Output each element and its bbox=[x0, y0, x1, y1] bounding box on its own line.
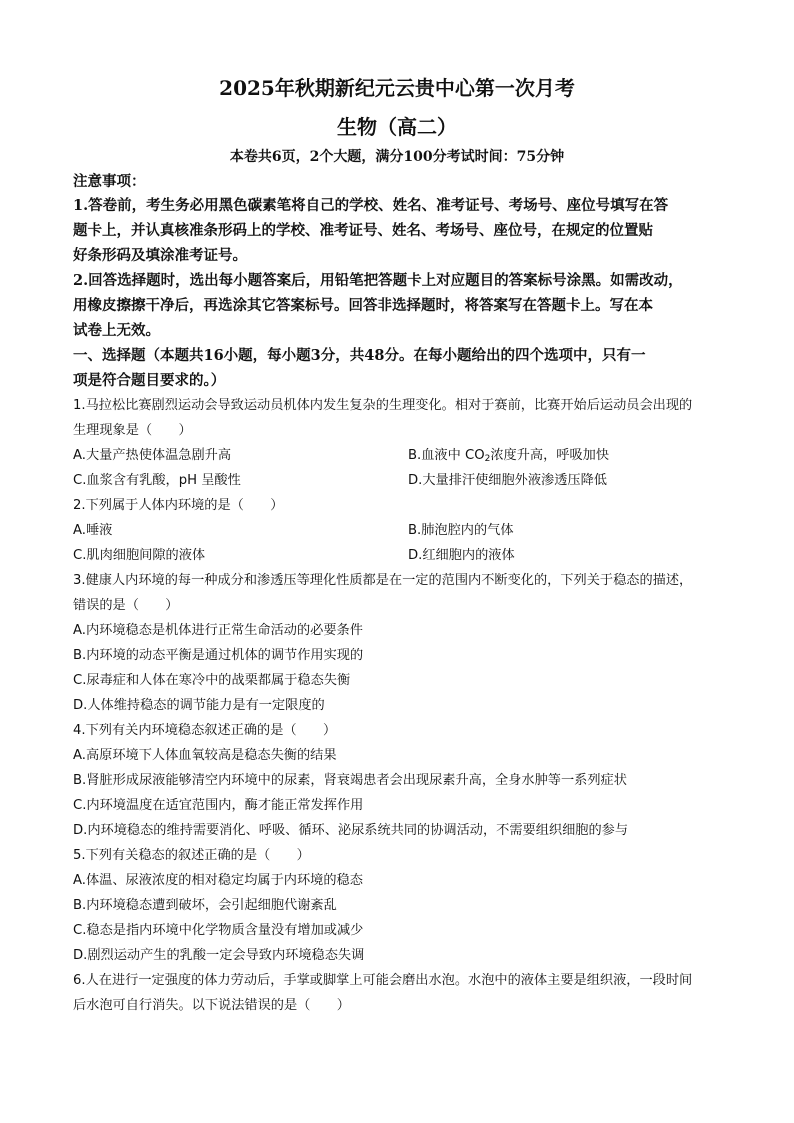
option-a: A.内环境稳态是机体进行正常生命活动的必要条件 bbox=[73, 623, 363, 638]
exam-info: 本卷共6页，2个大题，满分100分考试时间：75分钟 bbox=[229, 149, 565, 165]
option-b: B.肺泡腔内的气体 bbox=[408, 523, 514, 538]
notice-line: 好条形码及填涂准考证号。 bbox=[73, 247, 247, 264]
section-heading: 一、选择题（本题共16小题，每小题3分，共48分。在每小题给出的四个选项中，只有一 bbox=[73, 347, 646, 364]
option-a: A.体温、尿液浓度的相对稳定均属于内环境的稳态 bbox=[73, 873, 363, 888]
exam-title: 2025年秋期新纪元云贵中心第一次月考 bbox=[219, 76, 575, 100]
option-b: B.内环境稳态遭到破坏，会引起细胞代谢紊乱 bbox=[73, 898, 337, 913]
question-stem: 错误的是（ ） bbox=[73, 598, 179, 613]
section-heading: 项是符合题目要求的。） bbox=[73, 372, 226, 389]
option-b bbox=[408, 449, 609, 464]
option-d: D.剧烈运动产生的乳酸一定会导致内环境稳态失调 bbox=[73, 948, 365, 963]
option-b-text: B.血液中 CO bbox=[408, 448, 485, 463]
option-c: C.内环境温度在适宜范围内，酶才能正常发挥作用 bbox=[73, 798, 364, 813]
question-stem: 3.健康人内环境的每一种成分和渗透压等理化性质都是在一定的范围内不断变化的，下列关于稳态的描述， bbox=[73, 573, 693, 588]
question-stem: 生理现象是（ ） bbox=[73, 423, 192, 438]
notice-line: 用橡皮擦擦干净后，再选涂其它答案标号。回答非选择题时，将答案写在答题卡上。写在本 bbox=[73, 297, 653, 314]
notice-line: 试卷上无效。 bbox=[73, 322, 160, 339]
option-a: A.唾液 bbox=[73, 523, 113, 538]
notice-heading: 注意事项： bbox=[73, 173, 146, 190]
option-c: C.稳态是指内环境中化学物质含量没有增加或减少 bbox=[73, 923, 364, 938]
subject-title: 生物（高二） bbox=[337, 115, 457, 139]
option-b: B.内环境的动态平衡是通过机体的调节作用实现的 bbox=[73, 648, 364, 663]
option-d: D.人体维持稳态的调节能力是有一定限度的 bbox=[73, 698, 325, 713]
option-b-text: 浓度升高，呼吸加快 bbox=[490, 448, 610, 463]
notice-line: 1.答卷前，考生务必用黑色碳素笔将自己的学校、姓名、准考证号、考场号、座位号填写在答 bbox=[73, 197, 669, 214]
option-a: A.大量产热使体温急剧升高 bbox=[73, 448, 232, 463]
question-stem: 1.马拉松比赛剧烈运动会导致运动员机体内发生复杂的生理变化。相对于赛前，比赛开始后运动员会出现的 bbox=[73, 398, 693, 413]
question-stem: 6.人在进行一定强度的体力劳动后，手掌或脚掌上可能会磨出水泡。水泡中的液体主要是组织液，一段时间 bbox=[73, 973, 693, 988]
option-d: D.大量排汗使细胞外液渗透压降低 bbox=[408, 473, 607, 488]
question-stem: 后水泡可自行消失。以下说法错误的是（ ） bbox=[73, 998, 350, 1013]
notice-line: 题卡上，并认真核准条形码上的学校、准考证号、姓名、考场号、座位号，在规定的位置贴 bbox=[73, 222, 653, 239]
subscript: 2 bbox=[484, 454, 491, 464]
option-c: C.肌肉细胞间隙的液体 bbox=[73, 548, 206, 563]
question-stem: 2.下列属于人体内环境的是（ ） bbox=[73, 498, 284, 513]
option-c: C.血浆含有乳酸，pH 呈酸性 bbox=[73, 473, 241, 488]
option-d: D.红细胞内的液体 bbox=[408, 548, 515, 563]
question-stem: 5.下列有关稳态的叙述正确的是（ ） bbox=[73, 848, 310, 863]
option-d: D.内环境稳态的维持需要消化、呼吸、循环、泌尿系统共同的协调活动，不需要组织细胞的参与 bbox=[73, 823, 629, 838]
question-stem: 4.下列有关内环境稳态叙述正确的是（ ） bbox=[73, 723, 337, 738]
option-a: A.高原环境下人体血氧较高是稳态失衡的结果 bbox=[73, 748, 337, 763]
option-b: B.肾脏形成尿液能够清空内环境中的尿素，肾衰竭患者会出现尿素升高，全身水肿等一系列症状 bbox=[73, 773, 627, 788]
option-c: C.尿毒症和人体在寒冷中的战栗都属于稳态失衡 bbox=[73, 673, 351, 688]
notice-line: 2.回答选择题时，选出每小题答案后，用铅笔把答题卡上对应题目的答案标号涂黑。如需改动， bbox=[73, 272, 683, 289]
